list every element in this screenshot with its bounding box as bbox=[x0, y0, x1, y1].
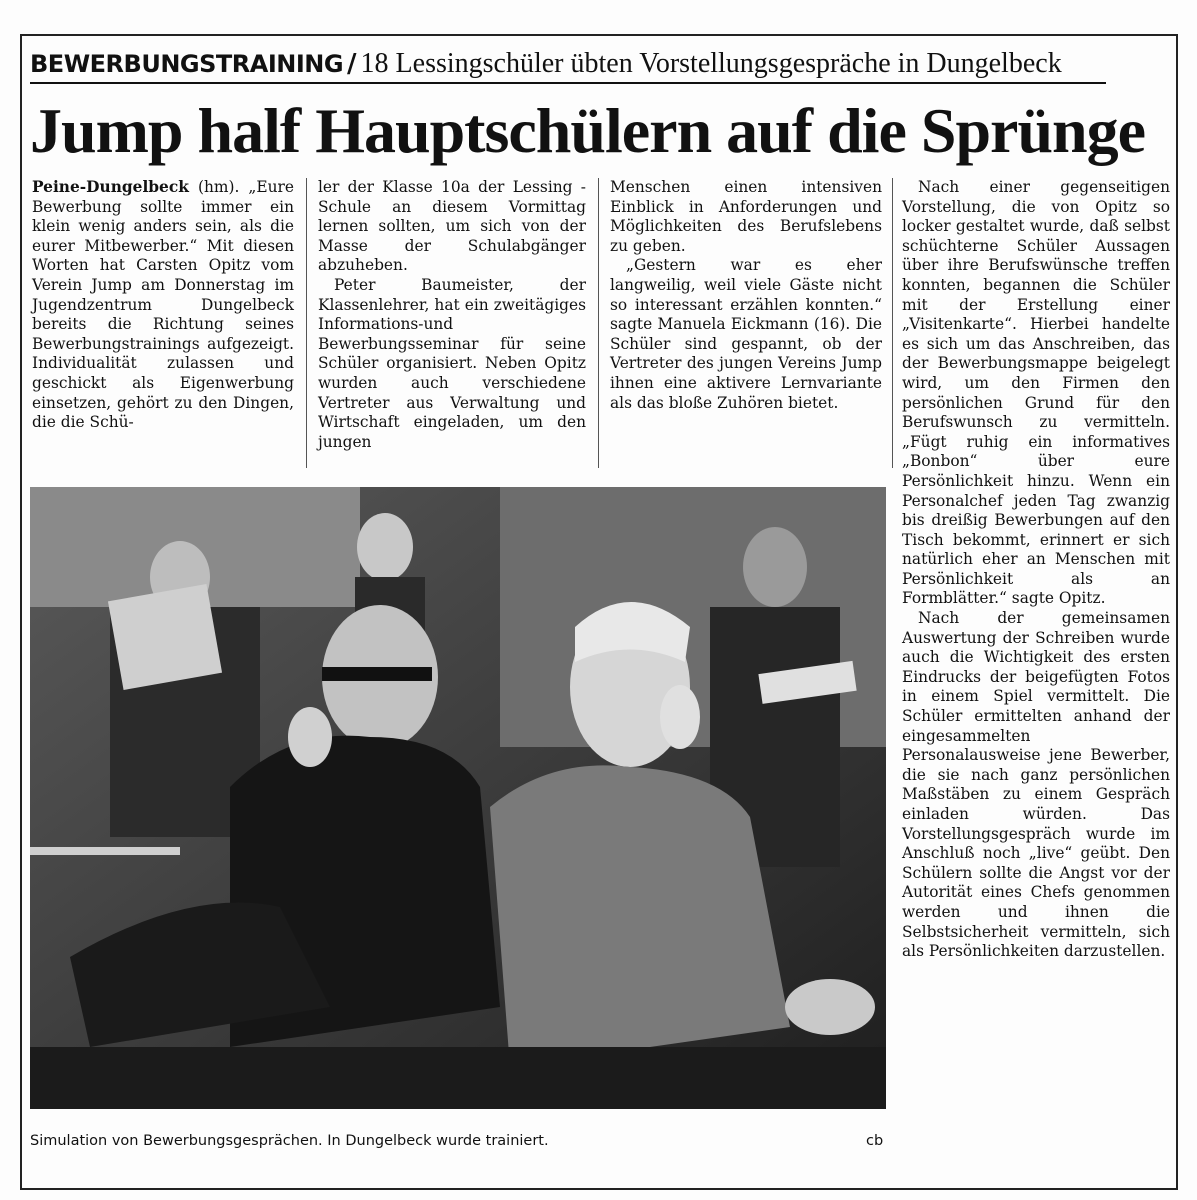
dateline: Peine-Dungelbeck bbox=[32, 178, 189, 196]
col4-paragraph-1: Nach einer gegenseitigen Vorstellung, die von Opitz so locker gestaltet wurde, daß selbst schüchterne Schüler Aussagen über ihre Berufswünsche treffen konnten, begannen die Schüler mit der Erstellung einer „Visitenkarte“. Hierbei handelte es sich um das Anschreiben, das der Bewerbungsmappe beigelegt wird, um den Firmen den persönlichen Grund für den Berufswunsch zu vermitteln. „Fügt ruhig ein informatives „Bonbon“ über eure Persönlichkeit hinzu. Wenn ein Personalchef jeden Tag zwanzig bis dreißig Bewerbungen auf den Tisch bekommt, erinnert er sich natürlich eher an Menschen mit Persönlichkeit als an Formblätter.“ sagte Opitz. bbox=[902, 178, 1170, 608]
author: (hm). bbox=[197, 178, 240, 196]
column-rule bbox=[598, 178, 599, 468]
headline: Jump half Hauptschülern auf die Sprünge bbox=[30, 95, 1146, 166]
kicker-separator: / bbox=[347, 49, 357, 79]
article-column-4 bbox=[902, 178, 1170, 962]
article-column-3 bbox=[610, 178, 882, 413]
photo-caption: Simulation von Bewerbungsgesprächen. In Dungelbeck wurde trainiert. bbox=[30, 1133, 549, 1149]
col4-paragraph-2: Nach der gemeinsamen Auswertung der Schreiben wurde auch die Wichtigkeit des ersten Eindrucks der beigefügten Fotos in einem Spiel vermittelt. Die Schüler ermittelten anhand der eingesammelten Personalausweise jene Bewerber, die sie nach ganz persönlichen Maßstäben zu einem Gespräch einladen würden. Das Vorstellungsgespräch wurde im Anschluß noch „live“ geübt. Den Schülern sollte die Angst vor der Autorität eines Chefs genommen werden und ihnen die Selbstsicherheit vermitteln, sich als Persönlichkeiten darzustellen. bbox=[902, 609, 1170, 961]
article-column-1 bbox=[32, 178, 294, 433]
news-photo bbox=[30, 487, 886, 1109]
kicker-section: BEWERBUNGSTRAINING bbox=[30, 50, 344, 78]
column-rule bbox=[892, 178, 893, 468]
article-column-2 bbox=[318, 178, 586, 452]
col3-paragraph-1: Menschen einen intensiven Einblick in Anforderungen und Möglichkeiten des Berufslebens zu geben. bbox=[610, 178, 882, 255]
kicker bbox=[30, 44, 1110, 84]
col2-paragraph-1: ler der Klasse 10a der Lessing -Schule an diesem Vormittag lernen sollten, um sich von der Masse der Schulabgänger abzuheben. bbox=[318, 178, 586, 275]
column-rule bbox=[306, 178, 307, 468]
col1-text: „Eure Bewerbung sollte immer ein klein wenig anders sein, als die eurer Mitbewerber.“ Mit diesen Worten hat Carsten Opitz vom Verein Jump am Donnerstag im Jugendzentrum Dungelbeck bereits die Richtung seines Bewerbungstrainings aufgezeigt. Individualität zulassen und geschickt als Eigenwerbung einsetzen, gehört zu den Dingen, die die Schü- bbox=[32, 178, 294, 432]
photo-credit: cb bbox=[866, 1133, 884, 1149]
col2-paragraph-2: Peter Baumeister, der Klassenlehrer, hat ein zweitägiges Informations-und Bewerbungsseminar für seine Schüler organisiert. Neben Opitz wurden auch verschiedene Vertreter aus Verwaltung und Wirtschaft eingeladen, um den jungen bbox=[318, 275, 586, 451]
kicker-underline bbox=[30, 82, 1106, 84]
col3-paragraph-2: „Gestern war es eher langweilig, weil viele Gäste nicht so interessant erzählen konnten.“ sagte Manuela Eickmann (16). Die Schüler sind gespannt, ob der Vertreter des jungen Vereins Jump ihnen eine aktivere Lernvariante als das bloße Zuhören bietet. bbox=[610, 256, 882, 412]
photo-illustration bbox=[30, 487, 886, 1109]
kicker-topic: 18 Lessingschüler übten Vorstellungsgespräche in Dungelbeck bbox=[360, 48, 1062, 79]
